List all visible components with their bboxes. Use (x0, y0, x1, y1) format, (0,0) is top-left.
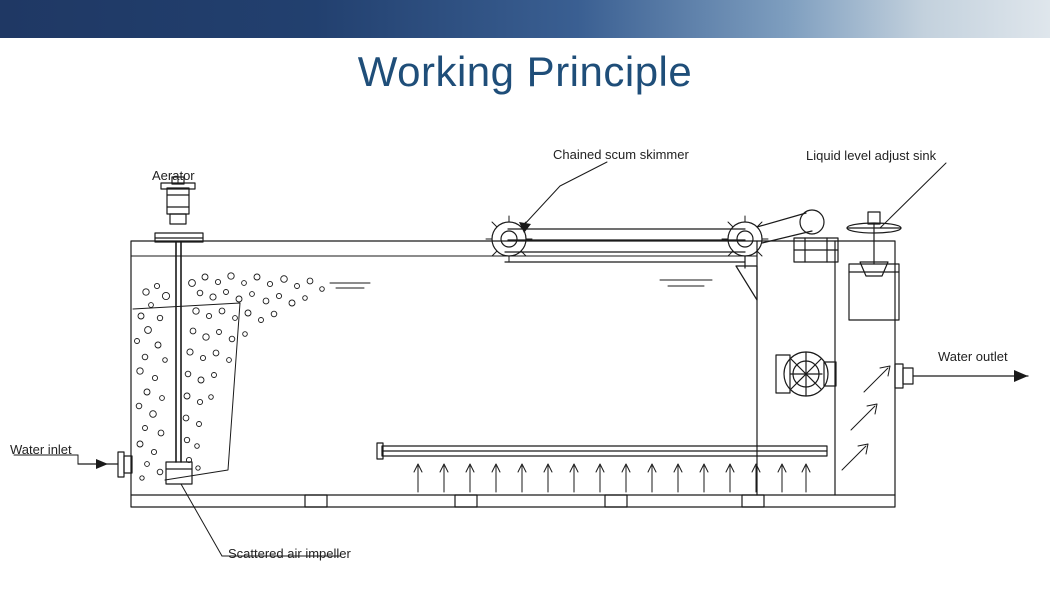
label-liquid-level-adjust-sink: Liquid level adjust sink (806, 148, 937, 163)
label-water-outlet: Water outlet (938, 349, 1008, 364)
outlet-flow-arrows (842, 366, 890, 470)
water-outlet-pipe (895, 364, 1028, 388)
rising-air-arrows (414, 464, 810, 492)
bottom-diffuser-pipe (377, 443, 827, 459)
page-title: Working Principle (357, 48, 693, 95)
label-chained-scum-skimmer: Chained scum skimmer (553, 147, 689, 162)
label-water-inlet: Water inlet (10, 442, 72, 457)
label-aerator: Aerator (152, 168, 195, 183)
label-scattered-air-impeller: Scattered air impeller (228, 546, 351, 561)
liquid-level-adjust-sink (847, 212, 901, 320)
water-surface-lines (131, 256, 757, 288)
tank-base-supports (305, 495, 764, 507)
bubble-plume-boundary (133, 303, 240, 480)
outlet-valve-wheel (776, 352, 836, 396)
chained-scum-skimmer (486, 210, 838, 262)
water-inlet-pipe (78, 452, 132, 477)
